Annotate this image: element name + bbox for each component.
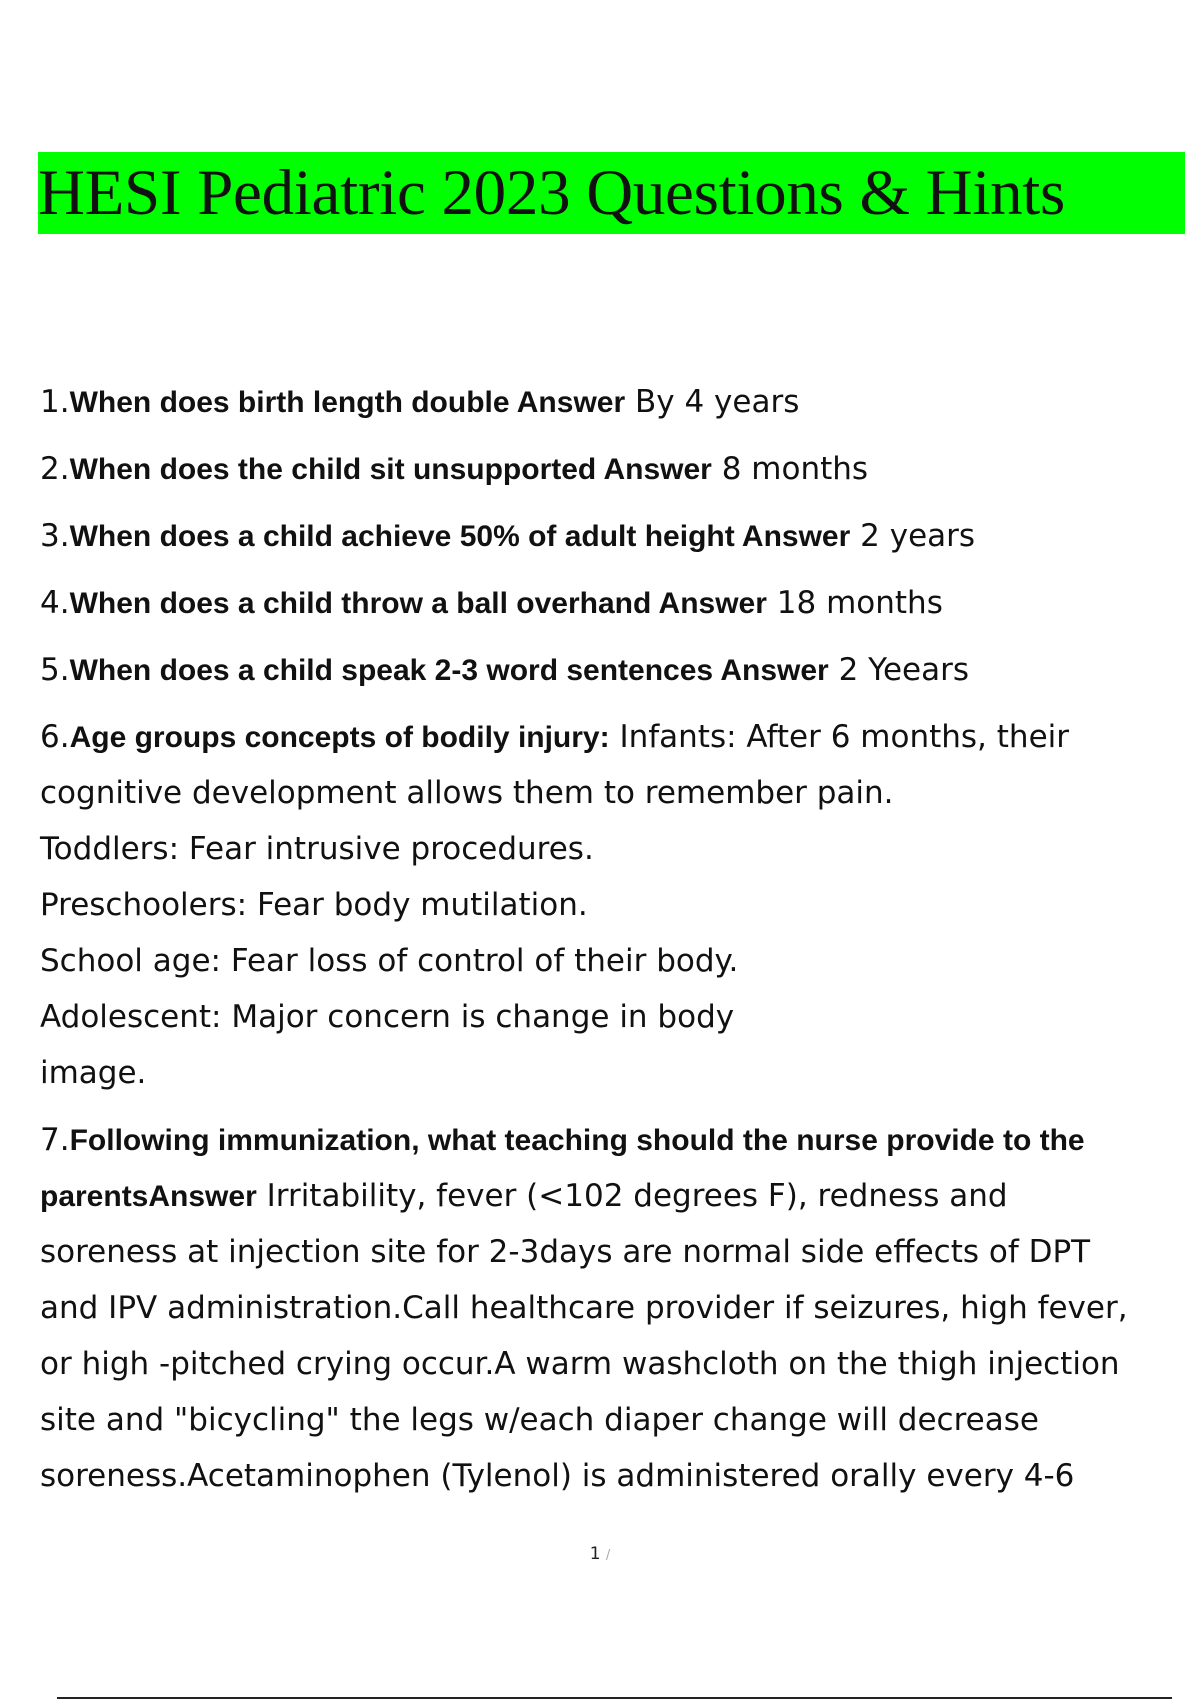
answer-line: Preschoolers: Fear body mutilation. (40, 887, 588, 923)
question-text: When does a child speak 2-3 word sentences Answer (69, 654, 829, 687)
answer-line: soreness at injection site for 2-3days are normal side effects of DPT (40, 1234, 1091, 1270)
answer-line: Adolescent: Major concern is change in body (40, 999, 735, 1035)
answer-line: and IPV administration.Call healthcare provider if seizures, high fever, (40, 1290, 1128, 1326)
qa-list (40, 374, 1170, 1504)
item-number: 5. (40, 652, 70, 688)
answer-line: School age: Fear loss of control of their body. (40, 943, 739, 979)
answer-text: Infants: After 6 months, their (609, 719, 1069, 755)
answer-text: Irritability, fever (<102 degrees F), redness and (256, 1178, 1008, 1214)
qa-item-4 (40, 575, 1170, 631)
qa-item-6 (40, 709, 1170, 1101)
qa-item-3 (40, 508, 1170, 564)
item-number: 1. (40, 384, 70, 420)
answer-line: image. (40, 1055, 147, 1091)
qa-item-2 (40, 441, 1170, 497)
question-text: When does a child throw a ball overhand Answer (69, 587, 767, 620)
item-number: 2. (40, 451, 70, 487)
qa-item-1 (40, 374, 1170, 430)
answer-line: Toddlers: Fear intrusive procedures. (40, 831, 594, 867)
answer-text: 18 months (766, 585, 943, 621)
question-text: parentsAnswer (40, 1180, 257, 1213)
page-separator: / (605, 1548, 611, 1563)
footer-divider (57, 1697, 1172, 1699)
page-number (0, 1544, 1200, 1564)
answer-line: site and "bicycling" the legs w/each diaper change will decrease (40, 1402, 1039, 1438)
answer-text: 2 Yeears (828, 652, 970, 688)
question-text: When does a child achieve 50% of adult height Answer (69, 520, 851, 553)
answer-line: cognitive development allows them to remember pain. (40, 775, 894, 811)
item-number: 7. (40, 1122, 70, 1158)
question-text: Following immunization, what teaching should the nurse provide to the (69, 1124, 1085, 1157)
question-text: Age groups concepts of bodily injury: (69, 721, 610, 754)
answer-line: or high -pitched crying occur.A warm washcloth on the thigh injection (40, 1346, 1120, 1382)
qa-item-5 (40, 642, 1170, 698)
item-number: 3. (40, 518, 70, 554)
item-number: 4. (40, 585, 70, 621)
answer-line: soreness.Acetaminophen (Tylenol) is administered orally every 4-6 (40, 1458, 1075, 1494)
question-text: When does birth length double Answer (69, 386, 626, 419)
page-number-value: 1 (589, 1544, 601, 1564)
document-title: HESI Pediatric 2023 Questions & Hints (38, 157, 1066, 229)
answer-text: By 4 years (625, 384, 800, 420)
answer-text: 8 months (711, 451, 869, 487)
qa-item-7 (40, 1112, 1170, 1504)
answer-text: 2 years (850, 518, 976, 554)
question-text: When does the child sit unsupported Answer (69, 453, 712, 486)
document-title-highlight (38, 152, 1185, 234)
item-number: 6. (40, 719, 70, 755)
